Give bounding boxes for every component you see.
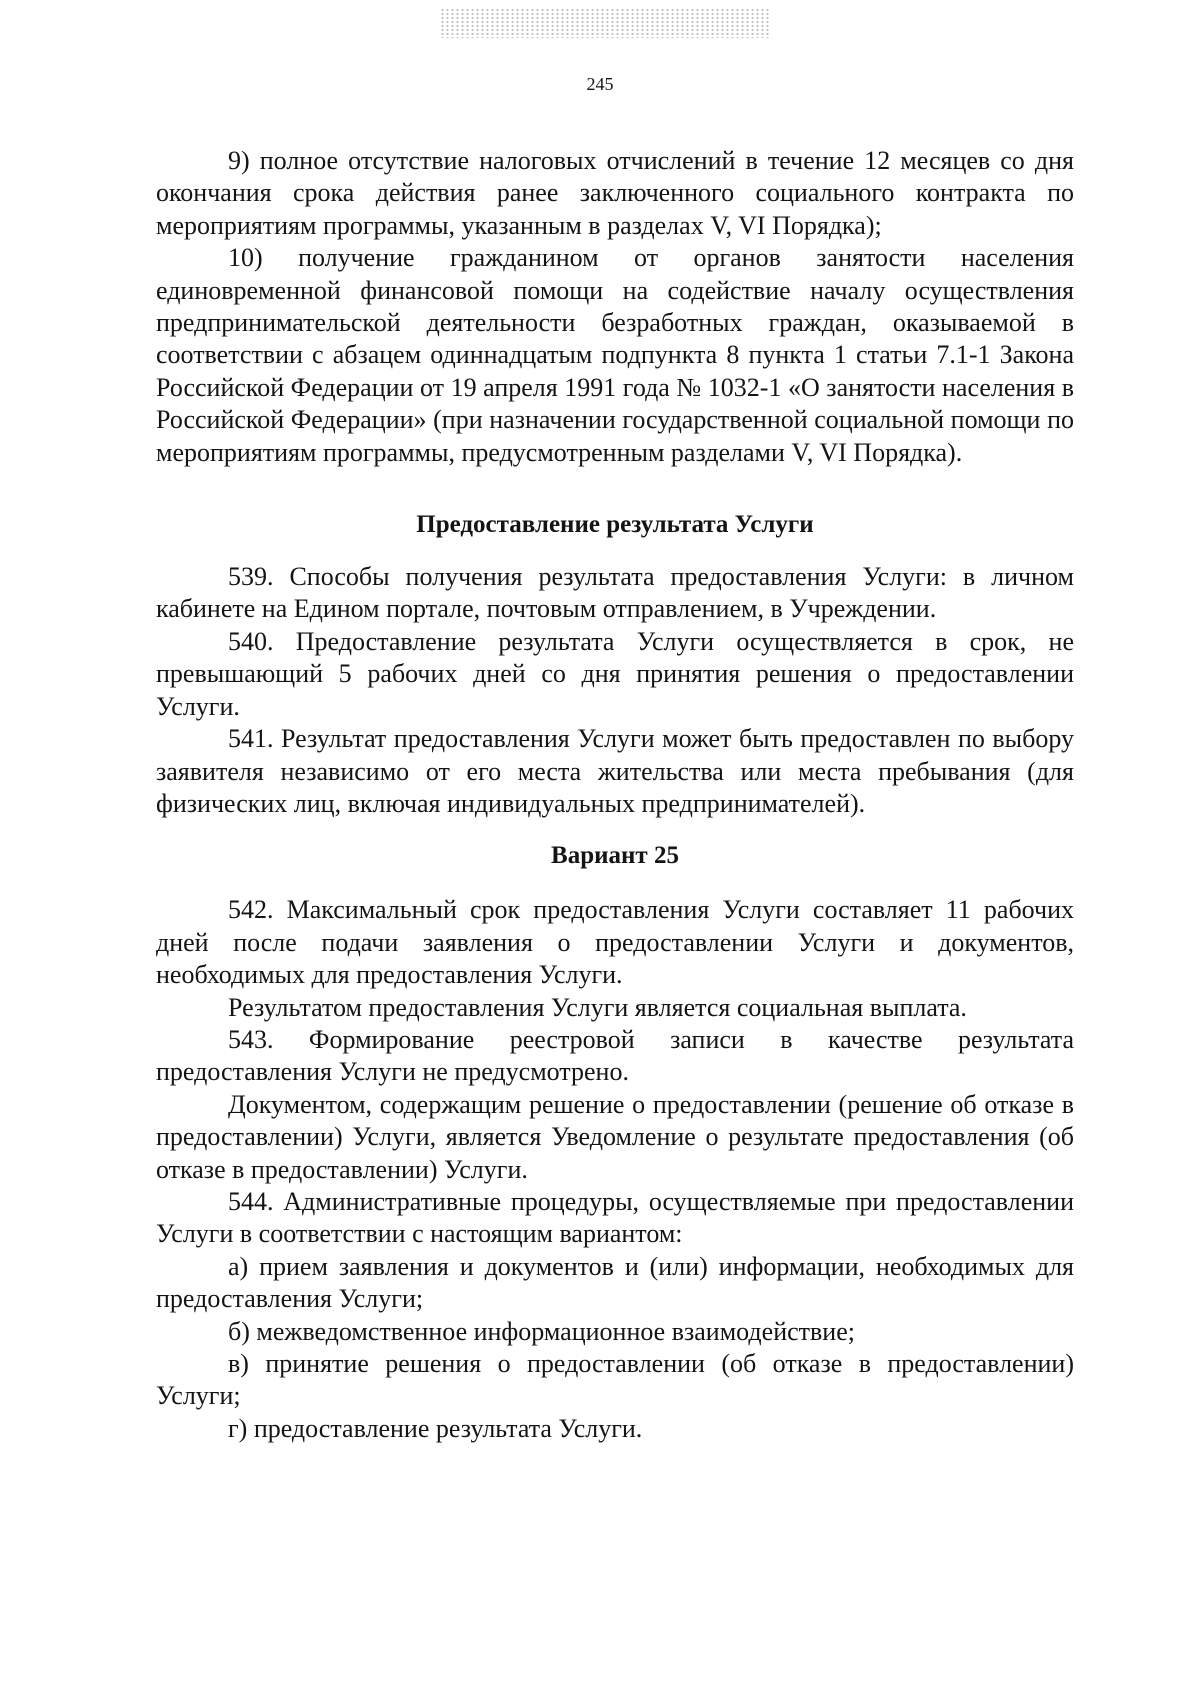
paragraph-544: 544. Административные процедуры, осуществляемые при предоставлении Услуги в соответствии с настоящим вариантом:: [156, 1186, 1074, 1249]
page-number: 245: [586, 74, 614, 94]
paragraph-539: 539. Способы получения результата предоставления Услуги: в личном кабинете на Едином портале, почтовым отправлением, в Учреждении.: [156, 562, 1074, 624]
paragraph-542: 542. Максимальный срок предоставления Услуги составляет 11 рабочих дней после подачи заявления о предоставлении Услуги и документов, необходимых для предоставления Услуги.: [156, 895, 1074, 990]
list-item-a: а) прием заявления и документов и (или) информации, необходимых для предоставления Услуги;: [156, 1251, 1074, 1314]
section-heading-result: Предоставление результата Услуги: [416, 511, 814, 539]
paragraph-item-10: 10) получение гражданином от органов занятости населения единовременной финансовой помощи на содействие началу осуществления предпринимательской деятельности безработных граждан, оказываемой в соответствии с абзацем одиннадцатым подпункта 8 пункта 1 статьи 7.1-1 Закона Российской Федерации от 19 апреля 1991 года № 1032-1 «О занятости населения в Российской Федерации» (при назначении государственной социальной помощи по мероприятиям программы, предусмотренным разделами V, VI Порядка).: [156, 243, 1074, 467]
paragraph-item-9: 9) полное отсутствие налоговых отчислений в течение 12 месяцев со дня окончания срока действия ранее заключенного социального контракта по мероприятиям программы, указанным в разделах V, VI Порядка);: [156, 146, 1074, 240]
section-heading-variant: Вариант 25: [551, 842, 679, 870]
list-item-b: б) межведомственное информационное взаимодействие;: [228, 1316, 855, 1346]
paragraph-result-payment: Результатом предоставления Услуги является социальная выплата.: [228, 992, 967, 1022]
paragraph-decision-document: Документом, содержащим решение о предоставлении (решение об отказе в предоставлении) Услуги, является Уведомление о результате предоставления (об отказе в предоставлении) Услуги.: [156, 1089, 1074, 1184]
list-item-g: г) предоставление результата Услуги.: [228, 1413, 643, 1443]
document-body: [156, 145, 1074, 1445]
paragraph-541: 541. Результат предоставления Услуги может быть предоставлен по выбору заявителя независимо от его места жительства или места пребывания (для физических лиц, включая индивидуальных предпринимателей).: [156, 724, 1074, 818]
scan-noise: [440, 8, 770, 38]
paragraph-543: 543. Формирование реестровой записи в качестве результата предоставления Услуги не предусмотрено.: [156, 1024, 1074, 1087]
paragraph-540: 540. Предоставление результата Услуги осуществляется в срок, не превышающий 5 рабочих дней со дня принятия решения о предоставлении Услуги.: [156, 626, 1074, 721]
list-item-v: в) принятие решения о предоставлении (об отказе в предоставлении) Услуги;: [156, 1349, 1074, 1411]
